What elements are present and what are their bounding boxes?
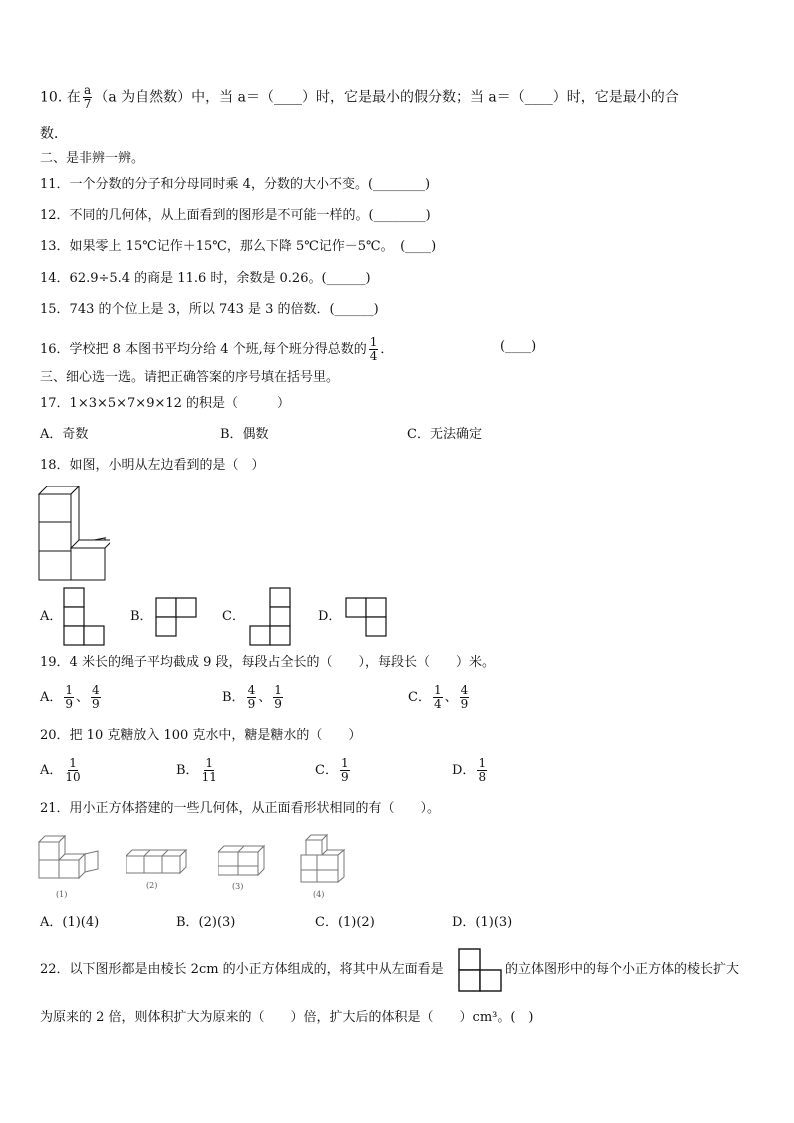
q21-caption-4: (4) — [313, 890, 325, 899]
question-10-continued: 数． — [40, 126, 68, 142]
question-17: 17．1×3×5×7×9×12 的积是（ ） — [40, 396, 291, 411]
section-2-heading: 二、是非辨一辨。 — [40, 151, 145, 166]
question-19: 19．4 米长的绳子平均截成 9 段，每段占全长的（ ），每段长（ ）米。 — [40, 655, 495, 670]
question-21: 21．用小正方体搭建的一些几何体，从正面看形状相同的有（ ）。 — [40, 801, 441, 816]
question-22 — [40, 961, 444, 979]
q21-figure-2 — [126, 846, 188, 896]
section-3-heading: 三、细心选一选。请把正确答案的序号填在括号里。 — [40, 370, 340, 385]
q16-answer-blank: (____) — [500, 339, 537, 354]
q19-option-c[interactable]: C． $\frac{1}{4}$ 、 $\frac{4}{9}$ — [408, 683, 469, 711]
question-16 — [40, 336, 393, 363]
q16-tail: ． — [380, 342, 394, 357]
q21-option-a[interactable]: A．(1)(4) — [40, 915, 100, 930]
q20-option-d[interactable]: D． $\frac{1}{8}$ — [452, 756, 487, 784]
q20-option-b[interactable]: B． $\frac{1}{11}$ — [176, 756, 217, 784]
q21-caption-1: (1) — [56, 890, 68, 899]
q10-prefix: 在 — [66, 89, 81, 106]
q18-option-c-label[interactable]: C． — [222, 609, 245, 624]
q18-option-c-shape[interactable] — [249, 587, 291, 647]
q22-left-view-shape — [458, 948, 502, 992]
q18-option-a-label[interactable]: A． — [40, 609, 63, 624]
q18-cube-figure — [38, 486, 110, 582]
question-14: 14．62.9÷5.4 的商是 11.6 时，余数是 0.26。(______) — [40, 271, 371, 286]
q17-option-b[interactable]: B．偶数 — [220, 427, 269, 442]
question-18: 18．如图，小明从左边看到的是（ ） — [40, 458, 265, 473]
question-22-line2: 为原来的 2 倍，则体积扩大为原来的（ ）倍，扩大后的体积是（ ）cm³。( ) — [40, 1010, 534, 1025]
q16-fraction: $\frac{1}{4}$ — [369, 335, 378, 363]
q18-option-b-shape[interactable] — [155, 597, 197, 639]
q21-figure-4 — [300, 833, 350, 903]
q21-caption-2: (2) — [146, 881, 158, 890]
q18-option-d-label[interactable]: D． — [318, 609, 342, 624]
q21-figure-3 — [218, 843, 268, 895]
question-11: 11．一个分数的分子和分母同时乘 4，分数的大小不变。(________) — [40, 177, 431, 192]
q10-text: （a 为自然数）中，当 a＝（____）时，它是最小的假分数；当 a＝（____）时，它是最小的合 — [94, 89, 679, 106]
q21-caption-3: (3) — [232, 882, 244, 891]
q21-option-b[interactable]: B．(2)(3) — [176, 915, 236, 930]
q20-option-a[interactable]: A． $\frac{1}{10}$ — [40, 756, 81, 784]
q19-option-b[interactable]: B． $\frac{4}{9}$ 、 $\frac{1}{9}$ — [222, 683, 282, 711]
q22-part2: 的立体图形中的每个小正方体的棱长扩大 — [505, 962, 740, 977]
question-13: 13．如果零上 15℃记作＋15℃，那么下降 5℃记作－5℃。 (____) — [40, 239, 437, 254]
q18-option-b-label[interactable]: B． — [130, 609, 153, 624]
q10-number: 10. — [40, 89, 63, 106]
question-10 — [40, 84, 679, 111]
q10-fraction: $\frac{a}{7}$ — [83, 83, 92, 111]
q18-option-d-shape[interactable] — [345, 597, 387, 639]
question-20: 20．把 10 克糖放入 100 克水中，糖是糖水的（ ） — [40, 728, 362, 743]
q17-option-a[interactable]: A．奇数 — [40, 427, 89, 442]
question-15: 15．743 的个位上是 3，所以 743 是 3 的倍数．(______) — [40, 302, 379, 317]
q18-option-a-shape[interactable] — [63, 587, 105, 647]
q19-option-a[interactable]: A． $\frac{1}{9}$ 、 $\frac{4}{9}$ — [40, 683, 100, 711]
q20-option-c[interactable]: C． $\frac{1}{9}$ — [315, 756, 349, 784]
q21-option-d[interactable]: D．(1)(3) — [452, 915, 513, 930]
q17-option-c[interactable]: C．无法确定 — [407, 427, 482, 442]
q22-part1: 22．以下图形都是由棱长 2cm 的小正方体组成的，将其中从左面看是 — [40, 962, 444, 977]
q16-text: 16．学校把 8 本图书平均分给 4 个班,每个班分得总数的 — [40, 342, 367, 357]
q21-option-c[interactable]: C．(1)(2) — [315, 915, 375, 930]
question-12: 12．不同的几何体，从上面看到的图形是不可能一样的。(________) — [40, 208, 431, 223]
q21-figure-1 — [38, 833, 100, 903]
